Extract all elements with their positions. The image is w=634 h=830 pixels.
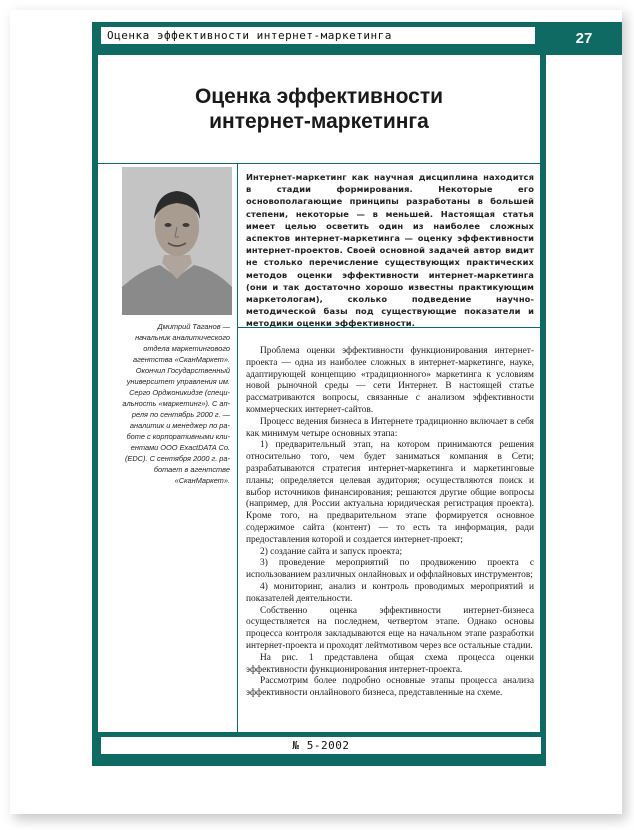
title-line-2: интернет-маркетинга	[209, 110, 429, 133]
body-paragraph: Процесс ведения бизнеса в Интернете традиционно включает в себя как минимум четыре основных этапа:	[246, 416, 534, 439]
caption-line: «СканМаркет».	[174, 476, 230, 485]
caption-line: Окончил Государственный	[135, 366, 230, 375]
caption-line: отдела маркетингового	[143, 344, 230, 353]
frame-right	[540, 22, 546, 766]
column-divider	[237, 163, 238, 732]
body-paragraph: 2) создание сайта и запуск проекта;	[260, 546, 403, 557]
caption-line: агентства «СканМаркет».	[132, 355, 230, 364]
body-paragraph: 1) предварительный этап, на котором принимаются решения относительно того, чем будет заниматься компания в Сети; разрабатываются стратегия интернет-маркетинга и маркетинговые планы; определяется целевая аудитория; осуществляются поиск и выбор источников финансирования; решаются другие общие вопросы (например, для России актуальна юридическая регистрация проекта). Кроме того, на предварительном этапе формируется основное содержимое сайта (контент) — то есть та информация, ради предоставления которой и создается интернет-проект;	[246, 440, 534, 545]
caption-line: Дмитрий Таганов —	[157, 322, 230, 331]
lead-paragraph	[246, 171, 534, 330]
magazine-page	[10, 10, 622, 814]
title-line-1: Оценка эффективности	[194, 85, 444, 108]
body-paragraph: Рассмотрим более подробно основные этапы процесса анализа эффективности онлайнового бизнеса, представленные на схеме.	[246, 676, 534, 699]
author-caption	[100, 321, 230, 486]
caption-line: университет управления им.	[126, 377, 230, 386]
caption-line: (EDC). С сентября 2000 г. ра-	[124, 454, 230, 463]
caption-line: ботает в агентстве	[153, 465, 230, 474]
article-body	[246, 346, 534, 700]
caption-line: боте с корпоративными кли-	[126, 432, 230, 441]
author-photo	[122, 167, 232, 315]
lead-text: Интернет-маркетинг как научная дисциплина находится в стадии формирования. Некоторые его основополагающие принципы разработаны в большей степени, некоторые — в меньшей. Настоящая статья имеет целью осветить один из наиболее сложных аспектов интернет-маркетинга — оценку эффективности интернет-проектов. Своей основной задачей автор видит не столько перечисление существующих практических методов оценки эффективности интернет-маркетинга (они и так достаточно хорошо известны практикующим маркетологам), сколько подведение научно-методической базы под существующие показатели и методики оценки эффективности.	[246, 172, 534, 329]
body-paragraph: 3) проведение мероприятий по продвижению проекта с использованием различных онлайновых и оффлайновых инструментов;	[246, 558, 534, 581]
issue-number: № 5-2002	[292, 739, 350, 752]
page-number: 27	[575, 29, 593, 47]
running-title: Оценка эффективности интернет-маркетинга	[107, 29, 392, 42]
body-paragraph: 4) мониторинг, анализ и контроль проводимых мероприятий и показателей деятельности.	[246, 581, 534, 604]
body-paragraph: На рис. 1 представлена общая схема процесса оценки эффективности функционирования интернет-проекта.	[246, 652, 534, 675]
running-header	[100, 26, 536, 45]
caption-line: аналитик и менеджер по ра-	[129, 421, 230, 430]
article-title	[98, 55, 540, 164]
caption-line: ентами ООО ExactDATA Co.	[130, 443, 230, 452]
running-footer	[100, 736, 542, 755]
caption-line: Серго Орджоникидзе (специ-	[129, 388, 230, 397]
portrait-image	[122, 167, 232, 315]
caption-line: реля по сентябрь 2000 г. —	[131, 410, 230, 419]
body-paragraph: Проблема оценки эффективности функционирования интернет-проекта — одна из наиболее сложных в интернет-маркетинге, науке, адаптирующей концепцию «традиционного» маркетинга к условиям новой рыночной среды — сети Интернет. В настоящей статье рассматриваются вопросы, связанные с анализом эффективности коммерческих интернет-сайтов.	[246, 346, 534, 415]
body-paragraph: Собственно оценка эффективности интернет-бизнеса осуществляется на последнем, четвертом этапе. Однако основы процесса контроля закладываются еще на начальном этапе разработки интернет-проекта и проходят лейтмотивом через все остальные стадии.	[246, 605, 534, 651]
caption-line: альность «маркетинг»). С ап-	[122, 399, 230, 408]
caption-line: начальник аналитического	[135, 333, 230, 342]
